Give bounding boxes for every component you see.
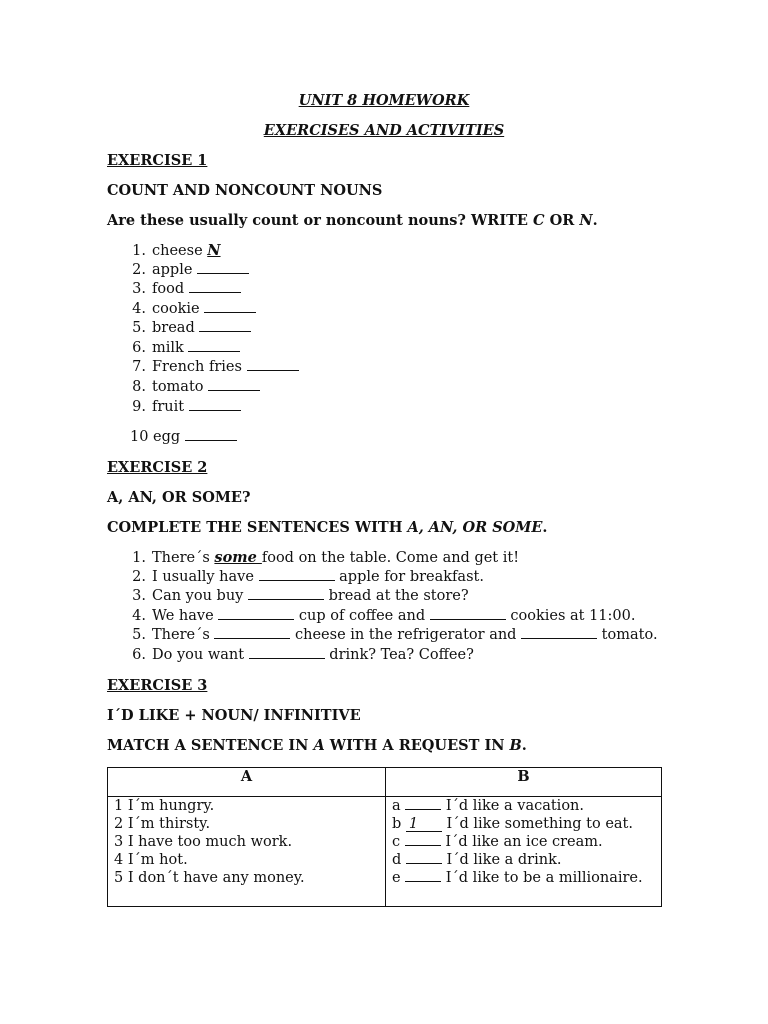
request-b: d I´d like a drink. bbox=[392, 852, 562, 868]
list-item: 1. cheese N bbox=[132, 242, 221, 259]
answer-text: some bbox=[214, 549, 262, 566]
answer-blank[interactable] bbox=[199, 330, 251, 332]
answer-text: N bbox=[207, 242, 221, 259]
sentence-item: 1. There´s some food on the table. Come and get it! bbox=[132, 549, 520, 566]
answer-blank[interactable] bbox=[185, 439, 237, 441]
answer-blank[interactable] bbox=[249, 657, 325, 659]
matching-table bbox=[107, 767, 662, 907]
answer-blank[interactable] bbox=[248, 598, 324, 600]
sentence-a: 4 I´m hot. bbox=[114, 852, 188, 868]
answer-blank[interactable] bbox=[214, 637, 290, 639]
match-blank[interactable] bbox=[406, 862, 442, 864]
answer-blank[interactable] bbox=[430, 618, 506, 620]
column-header-a: A bbox=[108, 768, 386, 797]
list-item: 9. fruit bbox=[124, 399, 241, 415]
list-item: 7. French fries bbox=[124, 359, 299, 375]
exercise1-instruction: Are these usually count or noncount nouns? WRITE C OR N. bbox=[107, 212, 598, 229]
list-item: 4. cookie bbox=[124, 301, 256, 317]
exercise2-instruction: COMPLETE THE SENTENCES WITH A, AN, OR SOME. bbox=[107, 519, 548, 536]
list-item: 3. food bbox=[124, 281, 241, 297]
exercise3-heading: EXERCISE 3 bbox=[107, 677, 208, 694]
answer-blank[interactable] bbox=[189, 291, 241, 293]
answer-blank[interactable] bbox=[218, 618, 294, 620]
exercise3-topic: I´D LIKE + NOUN/ INFINITIVE bbox=[107, 707, 361, 724]
list-item: 6. milk bbox=[124, 340, 240, 356]
page-title: UNIT 8 HOMEWORK bbox=[298, 92, 470, 109]
sentence-item: 3. Can you buy bread at the store? bbox=[132, 588, 469, 604]
answer-blank[interactable] bbox=[521, 637, 597, 639]
sentence-item: 5. There´s cheese in the refrigerator and tomato. bbox=[132, 627, 658, 643]
answer-blank[interactable] bbox=[204, 311, 256, 313]
list-item: 2. apple bbox=[124, 262, 249, 278]
match-blank[interactable] bbox=[405, 880, 441, 882]
exercise2-heading: EXERCISE 2 bbox=[107, 459, 208, 476]
match-blank[interactable] bbox=[405, 808, 441, 810]
column-header-b: B bbox=[386, 768, 662, 797]
page-subtitle: EXERCISES AND ACTIVITIES bbox=[263, 122, 505, 139]
sentence-a: 3 I have too much work. bbox=[114, 834, 293, 850]
sentence-item: 6. Do you want drink? Tea? Coffee? bbox=[132, 647, 474, 663]
column-b-cell bbox=[386, 797, 662, 907]
exercise2-topic: A, AN, OR SOME? bbox=[107, 489, 251, 506]
answer-blank[interactable] bbox=[188, 350, 240, 352]
column-a-cell bbox=[108, 797, 386, 907]
sentence-item: 2. I usually have apple for breakfast. bbox=[132, 569, 484, 585]
sentence-a: 1 I´m hungry. bbox=[114, 798, 215, 814]
exercise1-topic: COUNT AND NONCOUNT NOUNS bbox=[107, 182, 383, 199]
sentence-a: 2 I´m thirsty. bbox=[114, 816, 211, 832]
sentence-a: 5 I don´t have any money. bbox=[114, 870, 305, 886]
list-item: 5. bread bbox=[124, 320, 251, 336]
answer-blank[interactable] bbox=[208, 389, 260, 391]
list-item: 8. tomato bbox=[124, 379, 260, 395]
exercise3-instruction: MATCH A SENTENCE IN A WITH A REQUEST IN B. bbox=[107, 737, 527, 754]
answer-blank[interactable] bbox=[247, 369, 299, 371]
exercise1-heading: EXERCISE 1 bbox=[107, 152, 208, 169]
answer-blank[interactable] bbox=[259, 579, 335, 581]
sentence-item: 4. We have cup of coffee and cookies at 11:00. bbox=[132, 608, 636, 624]
request-b: c I´d like an ice cream. bbox=[392, 834, 603, 850]
request-b: e I´d like to be a millionaire. bbox=[392, 870, 643, 886]
match-blank[interactable] bbox=[405, 844, 441, 846]
request-b: a I´d like a vacation. bbox=[392, 798, 584, 814]
match-answer[interactable]: 1 bbox=[406, 816, 442, 832]
answer-blank[interactable] bbox=[197, 272, 249, 274]
answer-blank[interactable] bbox=[189, 409, 241, 411]
request-b: b 1 I´d like something to eat. bbox=[392, 816, 633, 832]
list-item: 10 egg bbox=[130, 429, 237, 445]
